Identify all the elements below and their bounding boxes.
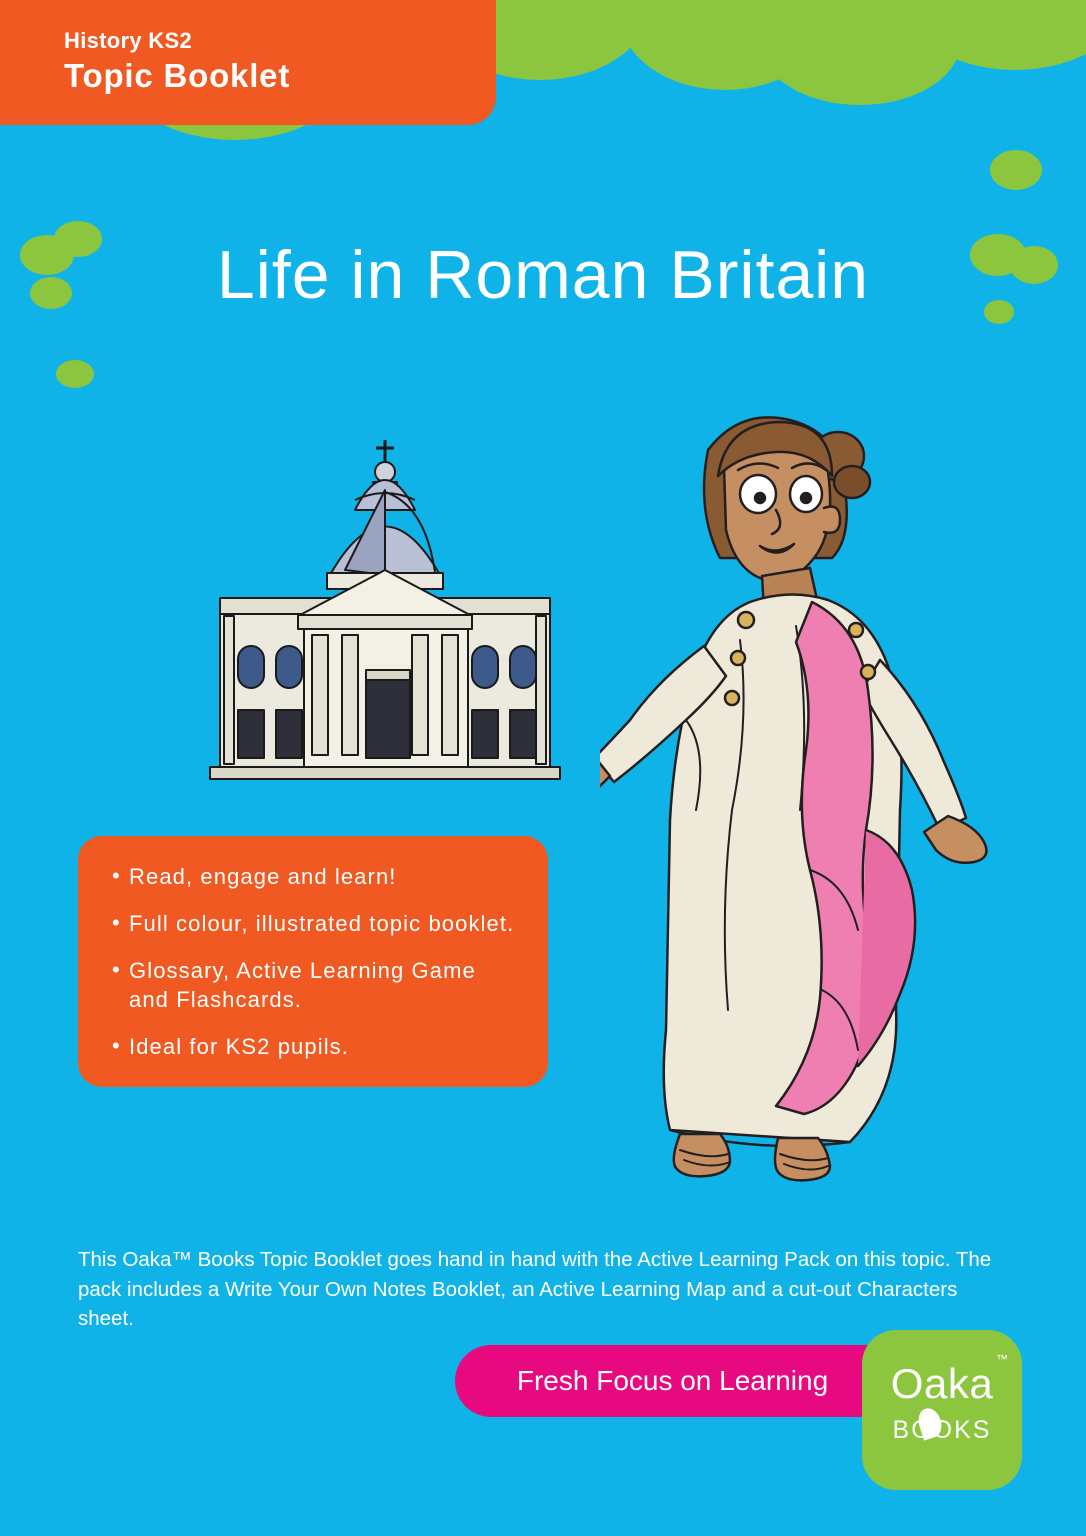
logo-books-label: BOOKS <box>892 1416 992 1444</box>
feature-item: • Ideal for KS2 pupils. <box>112 1032 518 1061</box>
feature-item: • Full colour, illustrated topic booklet. <box>112 909 518 938</box>
trademark-symbol: ™ <box>996 1352 1008 1366</box>
footnote-text: This Oaka™ Books Topic Booklet goes hand in hand with the Active Learning Pack on this topic. The pack includes a Write Your Own Notes Booklet, an Active Learning Map and a cut-out Characters sheet. <box>78 1248 992 1331</box>
feature-item: • Read, engage and learn! <box>112 862 518 891</box>
page-title: Life in Roman Britain <box>216 237 870 313</box>
roman-woman-in-toga-illustration <box>600 390 1040 1220</box>
feature-item: • Glossary, Active Learning Game and Flashcards. <box>112 956 518 1014</box>
features-box <box>78 836 548 1087</box>
logo-wordmark: Oaka <box>890 1360 994 1407</box>
tagline-banner: Fresh Focus on Learning <box>455 1345 910 1417</box>
header-subtitle: History KS2 <box>64 28 193 53</box>
header-title: Topic Booklet <box>64 57 291 95</box>
header-tag <box>0 0 496 125</box>
oaka-books-logo <box>862 1330 1022 1490</box>
features-list <box>112 862 518 1061</box>
roman-temple-building-illustration <box>180 430 590 800</box>
